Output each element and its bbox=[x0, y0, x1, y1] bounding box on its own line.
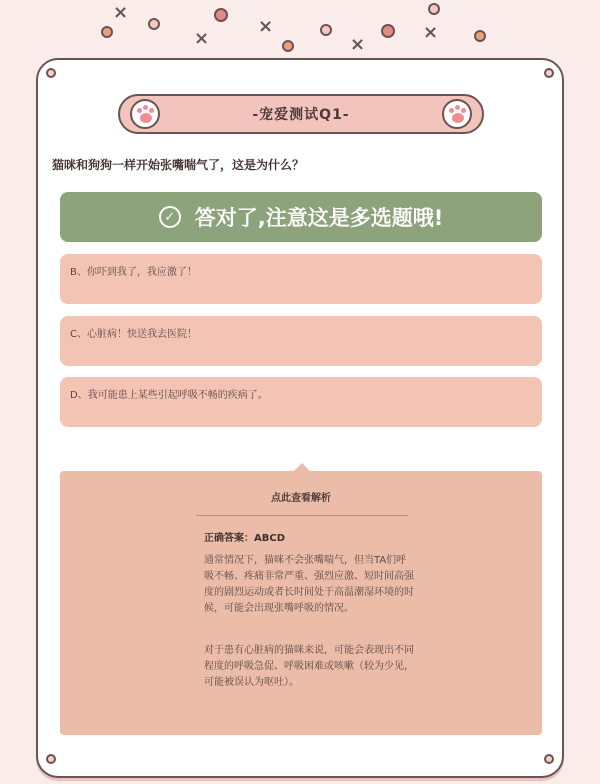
divider bbox=[196, 515, 408, 516]
cross-decoration-icon: × bbox=[423, 22, 439, 43]
corner-dot-icon bbox=[46, 68, 56, 78]
dot-decoration-icon bbox=[148, 18, 160, 30]
option-label: B、你吓到我了，我应激了！ bbox=[70, 267, 197, 278]
cross-decoration-icon: × bbox=[350, 34, 366, 55]
answer-option-d[interactable] bbox=[60, 377, 542, 427]
result-text: 答对了,注意这是多选题哦! bbox=[194, 206, 444, 230]
correct-result-banner bbox=[60, 192, 542, 242]
paw-icon bbox=[130, 99, 160, 129]
option-label: D、我可能患上某些引起呼吸不畅的疾病了。 bbox=[70, 390, 268, 401]
question-text: 猫咪和狗狗一样开始张嘴喘气了，这是为什么？ bbox=[52, 158, 305, 172]
dot-decoration-icon bbox=[320, 24, 332, 36]
option-label: C、心脏病！快送我去医院！ bbox=[70, 329, 197, 340]
dot-decoration-icon bbox=[428, 3, 440, 15]
correct-answer-text: 正确答案：ABCD bbox=[204, 533, 286, 544]
dot-decoration-icon bbox=[474, 30, 486, 42]
dot-decoration-icon bbox=[214, 8, 228, 22]
cross-decoration-icon: × bbox=[194, 28, 210, 49]
paw-icon bbox=[442, 99, 472, 129]
cross-decoration-icon: × bbox=[113, 2, 129, 23]
quiz-title: -宠爱测试Q1- bbox=[252, 107, 350, 123]
analysis-paragraph: 对于患有心脏病的猫咪来说，可能会表现出不同程度的呼吸急促、呼吸困难或咳嗽（较为少见，可能被误认为呕吐）。 bbox=[204, 645, 414, 688]
dot-decoration-icon bbox=[101, 26, 113, 38]
dot-decoration-icon bbox=[282, 40, 294, 52]
dot-decoration-icon bbox=[381, 24, 395, 38]
check-circle-icon: ✓ bbox=[159, 206, 181, 228]
analysis-panel[interactable] bbox=[60, 471, 542, 735]
corner-dot-icon bbox=[544, 68, 554, 78]
cross-decoration-icon: × bbox=[258, 16, 274, 37]
answer-option-b[interactable] bbox=[60, 254, 542, 304]
answer-option-c[interactable] bbox=[60, 316, 542, 366]
quiz-card bbox=[36, 58, 564, 778]
quiz-title-banner bbox=[118, 94, 484, 134]
corner-dot-icon bbox=[46, 754, 56, 764]
view-analysis-button[interactable]: 点此查看解析 bbox=[271, 493, 331, 504]
analysis-paragraph: 通常情况下，猫咪不会张嘴喘气，但当TA们呼吸不畅、疼痛非常严重、强烈应激、短时间高强度的剧烈运动或者长时间处于高温潮湿环境的时候，可能会出现张嘴呼吸的情况。 bbox=[204, 555, 414, 614]
corner-dot-icon bbox=[544, 754, 554, 764]
